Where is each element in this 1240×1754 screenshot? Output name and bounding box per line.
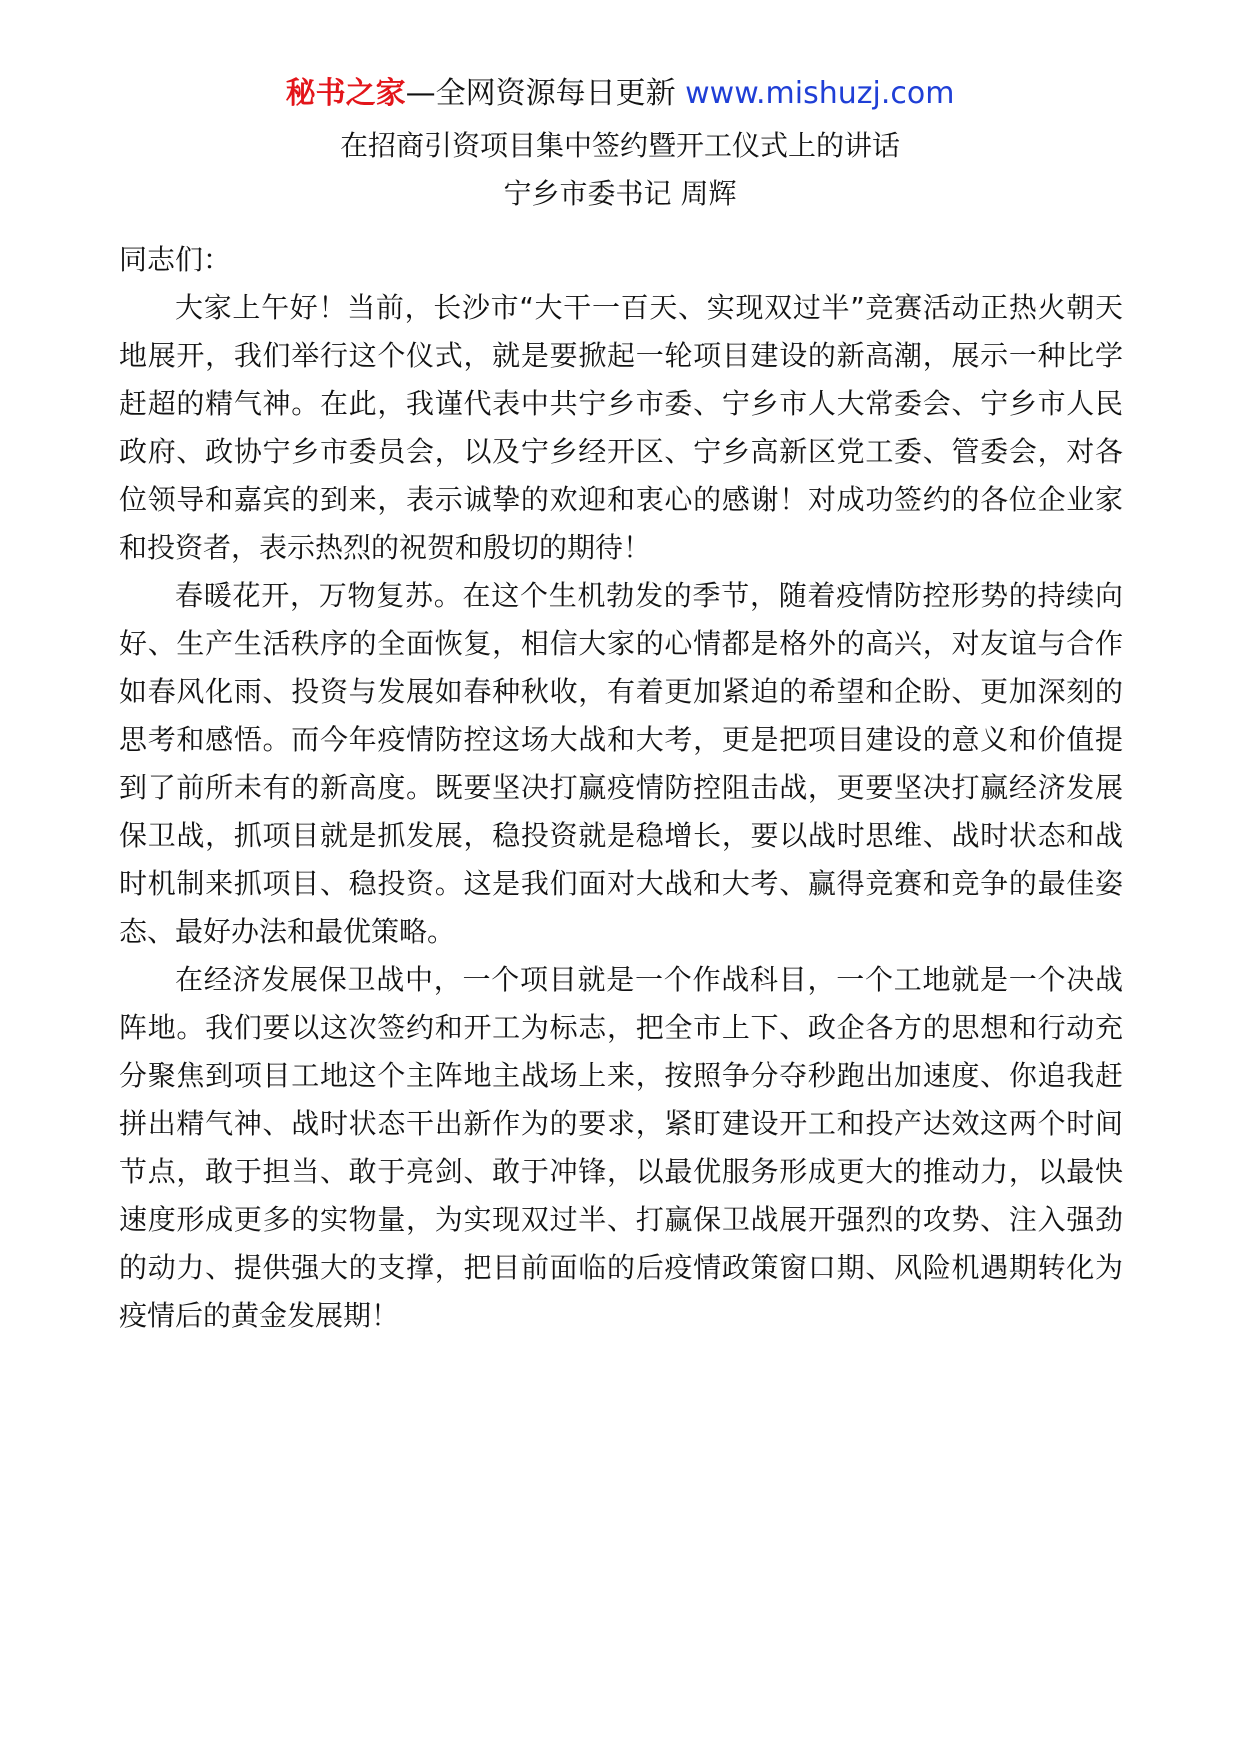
paragraph-3: 在经济发展保卫战中，一个项目就是一个作战科目，一个工地就是一个决战阵地。我们要以这次签约和开工为标志，把全市上下、政企各方的思想和行动充分聚焦到项目工地这个主阵地主战场上来，按照争分夺秒跑出加速度、你追我赶拼出精气神、战时状态干出新作为的要求，紧盯建设开工和投产达效这两个时间节点，敢于担当、敢于亮剑、敢于冲锋，以最优服务形成更大的推动力，以最快速度形成更多的实物量，为实现双过半、打赢保卫战展开强烈的攻势、注入强劲的动力、提供强大的支撑，把目前面临的后疫情政策窗口期、风险机遇期转化为疫情后的黄金发展期！: [119, 963, 1123, 1332]
site-url-link[interactable]: www.mishuzj.com: [685, 76, 955, 111]
site-banner: [0, 72, 1240, 116]
speech-body: [119, 236, 1123, 1340]
brand-name: 秘书之家: [285, 76, 406, 111]
paragraph-2: 春暖花开，万物复苏。在这个生机勃发的季节，随着疫情防控形势的持续向好、生产生活秩序的全面恢复，相信大家的心情都是格外的高兴，对友谊与合作如春风化雨、投资与发展如春种秋收，有着更加紧迫的希望和企盼、更加深刻的思考和感悟。而今年疫情防控这场大战和大考，更是把项目建设的意义和价值提到了前所未有的新高度。既要坚决打赢疫情防控阻击战，更要坚决打赢经济发展保卫战，抓项目就是抓发展，稳投资就是稳增长，要以战时思维、战时状态和战时机制来抓项目、稳投资。这是我们面对大战和大考、赢得竞赛和竞争的最佳姿态、最好办法和最优策略。: [119, 579, 1123, 948]
salutation: 同志们：: [119, 243, 232, 276]
banner-slogan: —全网资源每日更新: [405, 76, 686, 111]
document-title: 在招商引资项目集中签约暨开工仪式上的讲话: [339, 129, 900, 162]
paragraph-1: 大家上午好！当前，长沙市“大干一百天、实现双过半”竞赛活动正热火朝天地展开，我们举行这个仪式，就是要掀起一轮项目建设的新高潮，展示一种比学赶超的精气神。在此，我谨代表中共宁乡市委、宁乡市人大常委会、宁乡市人民政府、政协宁乡市委员会，以及宁乡经开区、宁乡高新区党工委、管委会，对各位领导和嘉宾的到来，表示诚挚的欢迎和衷心的感谢！对成功签约的各位企业家和投资者，表示热烈的祝贺和殷切的期待！: [119, 291, 1123, 564]
document-author: 宁乡市委书记 周辉: [503, 177, 737, 210]
